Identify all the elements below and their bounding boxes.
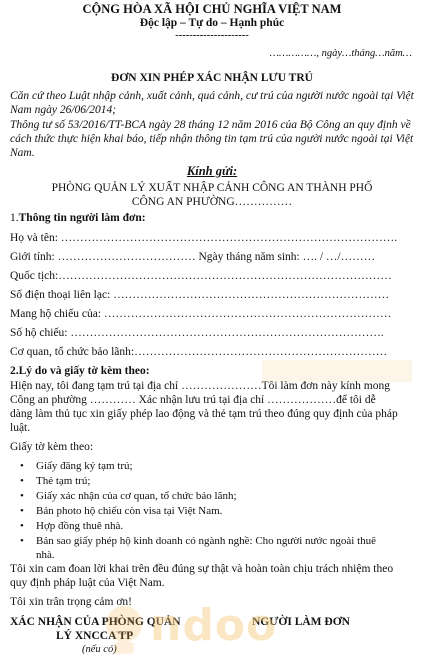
field-name: Họ và tên: ……………………………………………………………………………. (10, 232, 398, 244)
attachment-item: • Giấy đăng ký tạm trú; (20, 460, 133, 472)
field-sponsor-agency: Cơ quan, tổ chức bảo lãnh:………………………………………………………… (10, 346, 388, 358)
section1-heading (10, 212, 146, 224)
bullet-icon: • (20, 460, 24, 472)
attachment-item: • Bản photo hộ chiếu còn visa tại Việt Nam. (20, 505, 223, 517)
form-title: ĐƠN XIN PHÉP XÁC NHẬN LƯU TRÚ (111, 72, 313, 84)
recipient-line-2: CÔNG AN PHƯỜNG…………… (131, 196, 293, 208)
national-motto: Độc lập – Tự do – Hạnh phúc (139, 17, 285, 29)
reason-line-4: luật. (10, 422, 31, 434)
section1-number: 1. (10, 212, 19, 224)
attachment-item: • Bản sao giấy phép hộ kinh doanh có ngành nghề: Cho người nước ngoài thuê (20, 535, 377, 547)
watermark-stripe (262, 356, 412, 394)
section1-title: Thông tin người làm đơn: (18, 212, 146, 224)
date-line: ……………, ngày…tháng…năm… (269, 48, 412, 59)
commitment-line-1: Tôi xin cam đoan lời khai trên đều đúng sự thật và hoàn toàn chịu trách nhiệm theo (10, 563, 394, 575)
thanks-line: Tôi xin trân trọng cảm ơn! (10, 596, 133, 608)
field-nationality: Quốc tịch:…………………………………………………………………………… (10, 270, 392, 282)
reason-line-2: Công an phường ………… Xác nhận lưu trú tại địa chỉ ………………để tôi dễ (10, 394, 376, 406)
applicant-signature-heading: NGƯỜI LÀM ĐƠN (252, 616, 350, 628)
watermark-mascot-icon (98, 600, 150, 662)
bullet-icon: • (20, 475, 24, 487)
confirmation-heading-1: XÁC NHẬN CỦA PHÒNG QUẢN (10, 616, 181, 628)
watermark-band-icon (262, 356, 412, 386)
legal-basis-2: Thông tư số 53/2016/TT-BCA ngày 28 tháng 12 năm 2016 của Bộ Công an quy định về cách thức thực hiện khai báo, tiếp nhận thông tin tạm trú của người nước ngoài tại Việt Nam. (10, 119, 414, 159)
attachment-item-continued: nhà. (36, 549, 55, 561)
confirmation-note: (nếu có) (82, 644, 117, 655)
national-title: CỘNG HÒA XÃ HỘI CHỦ NGHĨA VIỆT NAM (82, 2, 342, 16)
field-phone: Số điện thoại liên lạc: ……………………………………………………………… (10, 289, 390, 301)
attachment-item: • Giấy xác nhận của cơ quan, tổ chức bảo lãnh; (20, 490, 237, 502)
field-passport-number: Số hộ chiếu: ………………………………………………………………………. (10, 327, 384, 339)
confirmation-heading-2: LÝ XNCCA TP (56, 630, 134, 642)
bullet-icon: • (20, 505, 24, 517)
watermark-text: ndoo (150, 600, 278, 651)
bullet-icon: • (20, 490, 24, 502)
recipient-line-1: PHÒNG QUẢN LÝ XUẤT NHẬP CẢNH CÔNG AN THÀNH PHỐ (51, 182, 373, 194)
field-gender-dob: Giới tính: ……………………………… Ngày tháng năm sinh: …. / …/……… (10, 251, 376, 263)
bullet-icon: • (20, 520, 24, 532)
reason-line-3: dàng làm thủ tục xin giấy phép lao động và thẻ tạm trú theo đúng quy định của pháp (10, 408, 398, 420)
attachment-item: • Thẻ tạm trú; (20, 475, 91, 487)
section2-heading: 2.Lý do và giấy tờ kèm theo: (10, 365, 150, 377)
attachment-item: • Hợp đồng thuê nhà. (20, 520, 124, 532)
motto-separator: --------------------- (175, 30, 249, 41)
reason-line-1: Hiện nay, tôi đang tạm trú tại địa chỉ …………………Tôi làm đơn này kính mong (10, 380, 390, 392)
attachments-label: Giấy tờ kèm theo: (10, 441, 94, 453)
legal-basis-1: Căn cứ theo Luật nhập cảnh, xuất cảnh, quá cảnh, cư trú của người nước ngoài tại Việt Nam ngày 26/06/2014; (10, 90, 414, 116)
bullet-icon: • (20, 535, 24, 547)
kinh-gui-label: Kính gửi: (186, 164, 238, 178)
commitment-line-2: quy định pháp luật của Việt Nam. (10, 577, 165, 589)
field-passport-type: Mang hộ chiếu của: ………………………………………………………………… (10, 308, 392, 320)
